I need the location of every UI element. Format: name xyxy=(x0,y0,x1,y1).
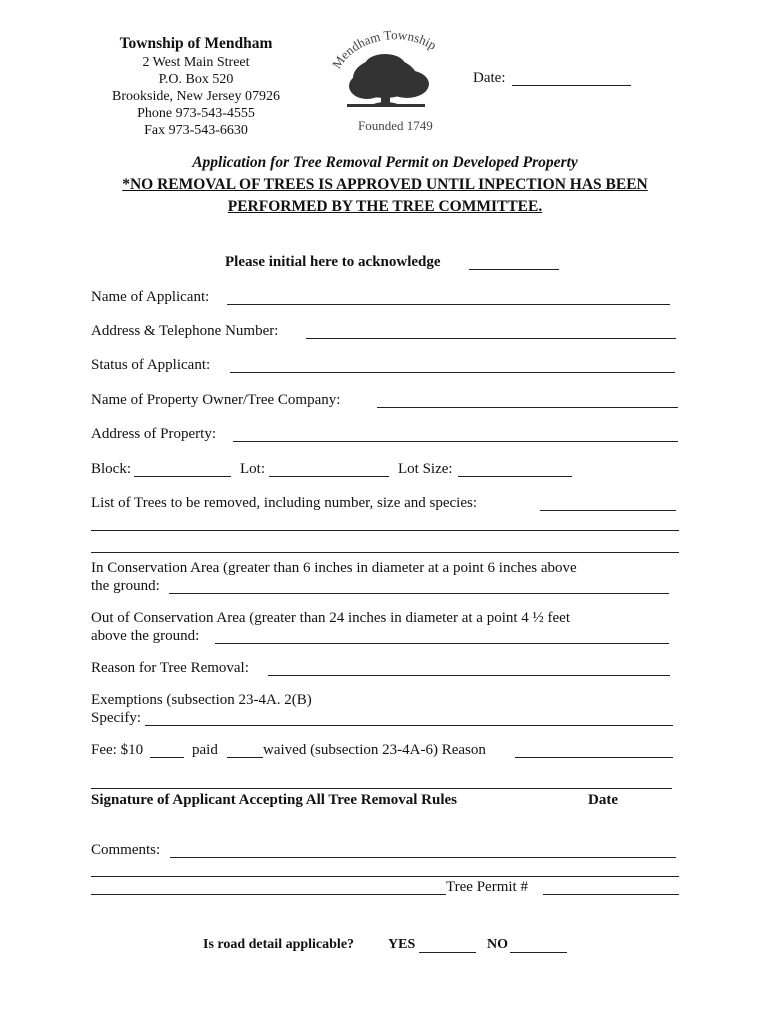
oak-tree-icon xyxy=(347,54,429,107)
conservation-in-field[interactable] xyxy=(169,593,669,594)
exemptions-specify-field[interactable] xyxy=(145,725,673,726)
road-detail-no-label: NO xyxy=(487,937,508,952)
conservation-in-label-2: the ground: xyxy=(91,578,160,594)
block-field[interactable] xyxy=(134,476,231,477)
signature-line[interactable] xyxy=(91,788,672,789)
comments-field-2[interactable] xyxy=(91,876,679,877)
date-field[interactable] xyxy=(512,85,631,86)
acknowledge-label: Please initial here to acknowledge xyxy=(225,254,441,270)
status-field[interactable] xyxy=(230,372,675,373)
fee-amount-field[interactable] xyxy=(150,757,184,758)
property-address-label: Address of Property: xyxy=(91,426,216,442)
address-po-box: P.O. Box 520 xyxy=(158,72,234,87)
fee-paid-field[interactable] xyxy=(227,757,263,758)
road-detail-question: Is road detail applicable? xyxy=(203,937,355,952)
property-address-field[interactable] xyxy=(233,441,678,442)
tree-permit-label: Tree Permit # xyxy=(446,879,528,895)
township-seal xyxy=(325,20,465,140)
conservation-out-label-2: above the ground: xyxy=(91,628,200,644)
address-street: 2 West Main Street xyxy=(142,55,250,70)
trees-list-field-1[interactable] xyxy=(540,510,676,511)
fee-reason-field[interactable] xyxy=(515,757,673,758)
road-detail-no-field[interactable] xyxy=(510,952,567,953)
lot-field[interactable] xyxy=(269,476,389,477)
conservation-in-label-1: In Conservation Area (greater than 6 inches in diameter at a point 6 inches above xyxy=(91,560,577,576)
lot-label: Lot: xyxy=(240,461,265,477)
fee-waived-label: waived (subsection 23-4A-6) Reason xyxy=(263,742,486,758)
trees-list-field-3[interactable] xyxy=(91,552,679,553)
signature-date-label: Date xyxy=(588,792,618,808)
address-phone-label: Address & Telephone Number: xyxy=(91,323,279,339)
acknowledge-initial-field[interactable] xyxy=(469,269,559,270)
lot-size-field[interactable] xyxy=(458,476,572,477)
owner-company-field[interactable] xyxy=(377,407,678,408)
comments-field-3[interactable] xyxy=(91,894,446,895)
applicant-name-label: Name of Applicant: xyxy=(91,289,210,305)
exemptions-specify-label: Specify: xyxy=(91,710,141,726)
lot-size-label: Lot Size: xyxy=(398,461,453,477)
trees-list-field-2[interactable] xyxy=(91,530,679,531)
seal-founded: Founded 1749 xyxy=(358,118,433,133)
date-label: Date: xyxy=(473,70,506,86)
comments-field-1[interactable] xyxy=(170,857,676,858)
owner-company-label: Name of Property Owner/Tree Company: xyxy=(91,392,341,408)
fax-number: Fax 973-543-6630 xyxy=(144,123,248,138)
fee-label: Fee: $10 xyxy=(91,742,144,758)
phone-number: Phone 973-543-4555 xyxy=(137,106,255,121)
road-detail-yes-field[interactable] xyxy=(419,952,476,953)
seal-arc-text: Mendham Township xyxy=(328,27,440,72)
reason-label: Reason for Tree Removal: xyxy=(91,660,249,676)
applicant-name-field[interactable] xyxy=(227,304,670,305)
signature-label: Signature of Applicant Accepting All Tree Removal Rules xyxy=(91,792,457,808)
road-detail-yes-label: YES xyxy=(388,937,416,952)
conservation-out-label-1: Out of Conservation Area (greater than 24 inches in diameter at a point 4 ½ feet xyxy=(91,610,571,626)
reason-field[interactable] xyxy=(268,675,670,676)
form-title: Application for Tree Removal Permit on Developed Property xyxy=(192,154,578,171)
status-label: Status of Applicant: xyxy=(91,357,211,373)
address-city: Brookside, New Jersey 07926 xyxy=(112,89,280,104)
conservation-out-field[interactable] xyxy=(215,643,669,644)
notice-line-2: PERFORMED BY THE TREE COMMITTEE. xyxy=(227,198,543,215)
comments-label: Comments: xyxy=(91,842,161,858)
township-name: Township of Mendham xyxy=(119,35,273,52)
notice-line-1: *NO REMOVAL OF TREES IS APPROVED UNTIL INPECTION HAS BEEN xyxy=(122,176,648,193)
block-label: Block: xyxy=(91,461,131,477)
address-phone-field[interactable] xyxy=(306,338,676,339)
tree-permit-field[interactable] xyxy=(543,894,679,895)
fee-paid-label: paid xyxy=(192,742,218,758)
trees-list-label: List of Trees to be removed, including number, size and species: xyxy=(91,495,477,511)
exemptions-label: Exemptions (subsection 23-4A. 2(B) xyxy=(91,692,312,708)
